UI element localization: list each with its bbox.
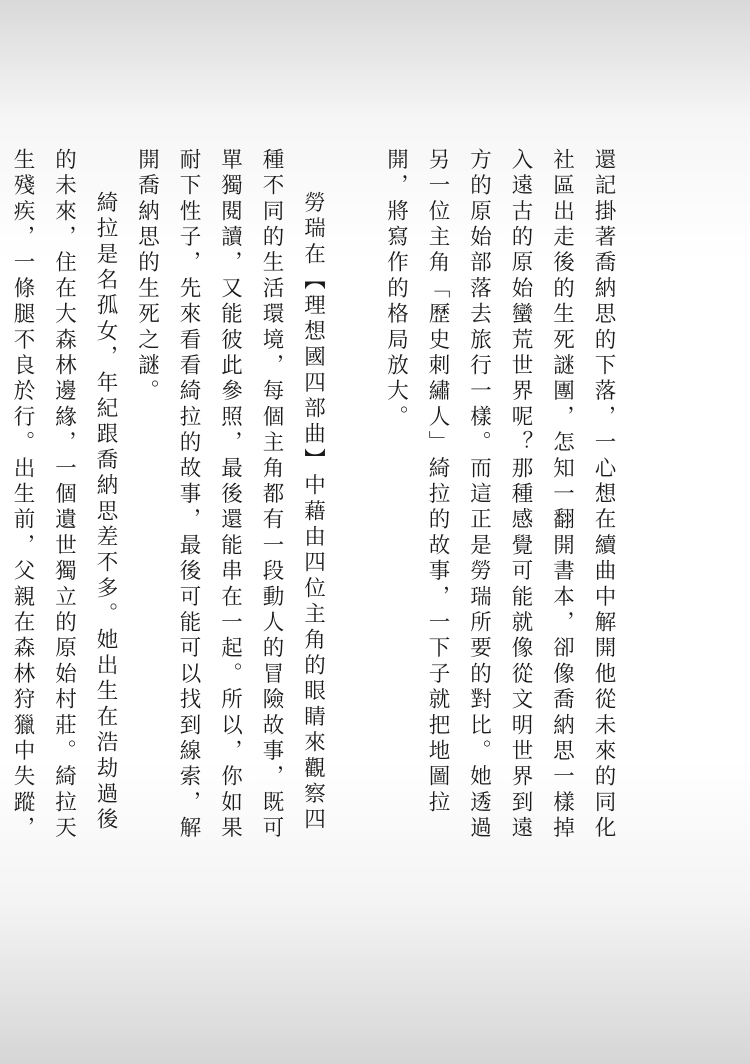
paragraph-3: 綺拉是名孤女，年紀跟喬納思差不多。她出生在浩劫過後的未來，住在大森林邊緣，一個遺世獨立的原始村莊。綺拉天生殘疾，一條腿不良於行。出生前，父親在森林狩獵中失蹤，: [10, 148, 118, 842]
paragraph-2: 勞瑞在【理想國四部曲】中藉由四位主角的眼睛來觀察四種不同的生活環境，每個主角都有一段動人的冒險故事，既可單獨閱讀，又能彼此參照，最後還能串在一起。所以，你如果耐下性子，先來看看綺拉的故事，最後可能可以找到線索，解開喬納思的生死之謎。: [134, 148, 326, 842]
paragraph-1: 還記掛著喬納思的下落，一心想在續曲中解開他從未來的同化社區出走後的生死謎團，怎知一翻開書本，卻像喬納思一樣掉入遠古的原始蠻荒世界呢？那種感覺可能就像從文明世界到遠方的原始部落去旅行一樣。而這正是勞瑞所要的對比。她透過另一位主角「歷史刺繡人」綺拉的故事，一下子就把地圖拉開，將寫作的格局放大。: [383, 148, 616, 842]
vertical-text-body: [0, 148, 624, 848]
